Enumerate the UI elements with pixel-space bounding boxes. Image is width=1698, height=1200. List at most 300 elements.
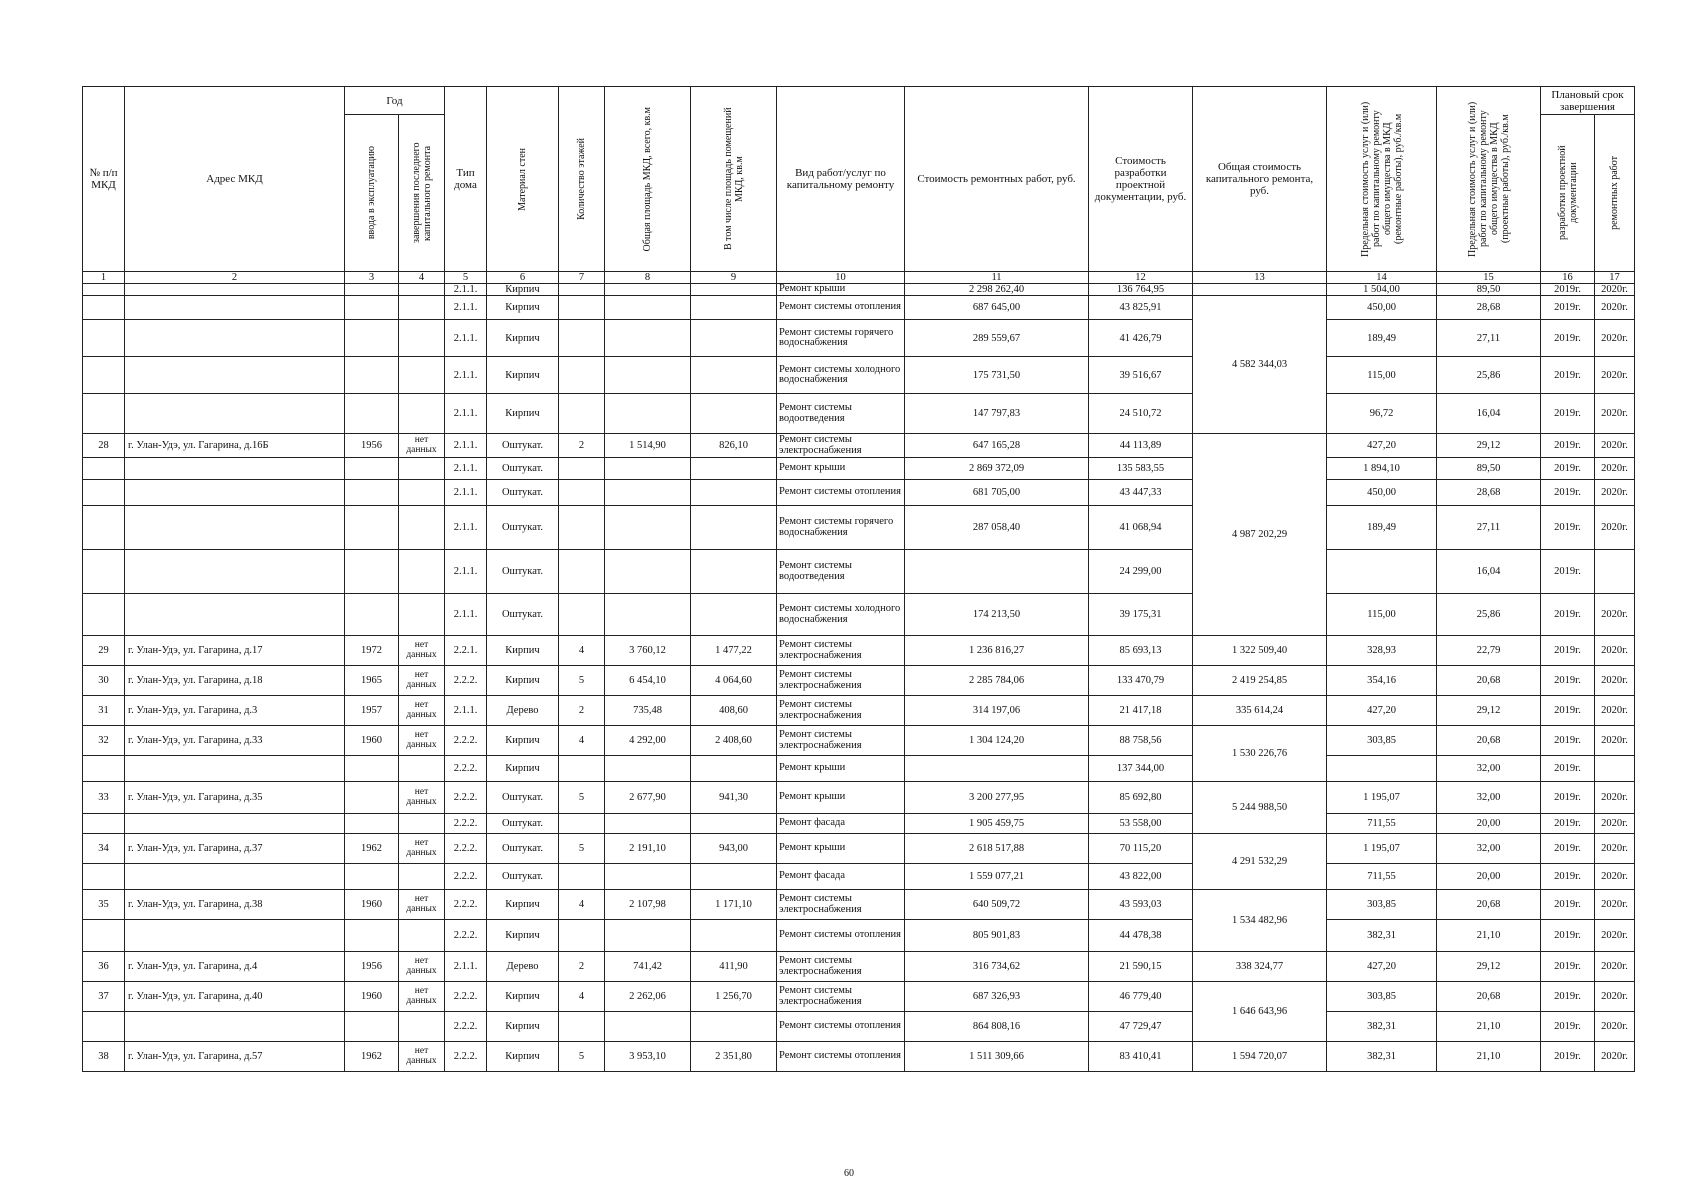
wall-material: Оштукат. — [487, 864, 559, 890]
last-repair-year — [399, 284, 445, 296]
limit-cost-design: 28,68 — [1437, 480, 1541, 506]
term-repair: 2020г. — [1595, 726, 1635, 756]
design-cost: 43 447,33 — [1089, 480, 1193, 506]
work-type: Ремонт системы электроснабжения — [777, 726, 905, 756]
total-area — [605, 480, 691, 506]
header-premises-area: В том числе площадь помещений МКД, кв.м — [691, 87, 777, 272]
floor-count — [559, 284, 605, 296]
house-address: г. Улан-Удэ, ул. Гагарина, д.33 — [125, 726, 345, 756]
premises-area — [691, 550, 777, 594]
term-repair: 2020г. — [1595, 320, 1635, 357]
house-type: 2.2.2. — [445, 1012, 487, 1042]
total-cost — [1193, 284, 1327, 296]
term-repair: 2020г. — [1595, 696, 1635, 726]
premises-area: 1 171,10 — [691, 890, 777, 920]
premises-area: 2 408,60 — [691, 726, 777, 756]
term-repair: 2020г. — [1595, 834, 1635, 864]
design-cost: 46 779,40 — [1089, 982, 1193, 1012]
house-number — [83, 506, 125, 550]
register-sheet — [82, 86, 1634, 1072]
limit-cost-design: 20,68 — [1437, 982, 1541, 1012]
premises-area: 941,30 — [691, 782, 777, 814]
commission-year: 1957 — [345, 696, 399, 726]
limit-cost-design: 25,86 — [1437, 594, 1541, 636]
house-number — [83, 814, 125, 834]
table-row — [83, 782, 1635, 814]
repair-cost — [905, 756, 1089, 782]
house-number — [83, 394, 125, 434]
house-number — [83, 480, 125, 506]
repair-cost: 1 304 124,20 — [905, 726, 1089, 756]
design-cost: 39 516,67 — [1089, 357, 1193, 394]
wall-material: Оштукат. — [487, 834, 559, 864]
table-row — [83, 814, 1635, 834]
term-design: 2019г. — [1541, 834, 1595, 864]
house-address — [125, 814, 345, 834]
term-repair: 2020г. — [1595, 394, 1635, 434]
limit-cost-repair: 303,85 — [1327, 982, 1437, 1012]
last-repair-year — [399, 814, 445, 834]
design-cost: 137 344,00 — [1089, 756, 1193, 782]
limit-cost-repair: 450,00 — [1327, 480, 1437, 506]
total-cost: 2 419 254,85 — [1193, 666, 1327, 696]
repair-register-table — [82, 86, 1635, 1072]
term-design: 2019г. — [1541, 864, 1595, 890]
work-type: Ремонт системы холодного водоснабжения — [777, 357, 905, 394]
premises-area — [691, 284, 777, 296]
table-row — [83, 320, 1635, 357]
total-cost: 4 291 532,29 — [1193, 834, 1327, 890]
column-number: 15 — [1437, 272, 1541, 284]
total-area: 2 107,98 — [605, 890, 691, 920]
last-repair-year: нет данных — [399, 952, 445, 982]
total-area — [605, 506, 691, 550]
term-repair: 2020г. — [1595, 952, 1635, 982]
column-number: 5 — [445, 272, 487, 284]
design-cost: 136 764,95 — [1089, 284, 1193, 296]
total-area: 4 292,00 — [605, 726, 691, 756]
house-address — [125, 550, 345, 594]
commission-year — [345, 394, 399, 434]
header-term-repair: ремонтных работ — [1595, 115, 1635, 272]
design-cost: 24 299,00 — [1089, 550, 1193, 594]
limit-cost-design: 20,68 — [1437, 666, 1541, 696]
repair-cost: 2 298 262,40 — [905, 284, 1089, 296]
design-cost: 41 426,79 — [1089, 320, 1193, 357]
total-area: 3 953,10 — [605, 1042, 691, 1072]
wall-material: Дерево — [487, 952, 559, 982]
work-type: Ремонт крыши — [777, 756, 905, 782]
house-type: 2.2.2. — [445, 726, 487, 756]
wall-material: Кирпич — [487, 1012, 559, 1042]
wall-material: Кирпич — [487, 284, 559, 296]
house-type: 2.2.1. — [445, 636, 487, 666]
commission-year — [345, 920, 399, 952]
term-design: 2019г. — [1541, 434, 1595, 458]
house-number: 35 — [83, 890, 125, 920]
table-row — [83, 890, 1635, 920]
limit-cost-repair: 96,72 — [1327, 394, 1437, 434]
premises-area — [691, 864, 777, 890]
total-area: 2 191,10 — [605, 834, 691, 864]
total-area: 2 262,06 — [605, 982, 691, 1012]
limit-cost-repair: 1 195,07 — [1327, 782, 1437, 814]
wall-material: Оштукат. — [487, 550, 559, 594]
wall-material: Оштукат. — [487, 458, 559, 480]
total-cost: 1 534 482,96 — [1193, 890, 1327, 952]
design-cost: 133 470,79 — [1089, 666, 1193, 696]
limit-cost-design: 32,00 — [1437, 834, 1541, 864]
repair-cost: 1 905 459,75 — [905, 814, 1089, 834]
limit-cost-repair: 189,49 — [1327, 506, 1437, 550]
column-number: 13 — [1193, 272, 1327, 284]
house-address: г. Улан-Удэ, ул. Гагарина, д.3 — [125, 696, 345, 726]
limit-cost-design: 20,68 — [1437, 890, 1541, 920]
limit-cost-repair: 382,31 — [1327, 1012, 1437, 1042]
limit-cost-design: 32,00 — [1437, 756, 1541, 782]
wall-material: Кирпич — [487, 890, 559, 920]
last-repair-year: нет данных — [399, 1042, 445, 1072]
last-repair-year — [399, 506, 445, 550]
wall-material: Кирпич — [487, 357, 559, 394]
column-number: 16 — [1541, 272, 1595, 284]
limit-cost-design: 22,79 — [1437, 636, 1541, 666]
floor-count: 5 — [559, 782, 605, 814]
term-repair: 2020г. — [1595, 814, 1635, 834]
repair-cost: 681 705,00 — [905, 480, 1089, 506]
limit-cost-repair: 450,00 — [1327, 296, 1437, 320]
commission-year — [345, 458, 399, 480]
design-cost: 21 417,18 — [1089, 696, 1193, 726]
term-design: 2019г. — [1541, 458, 1595, 480]
design-cost: 83 410,41 — [1089, 1042, 1193, 1072]
total-area — [605, 920, 691, 952]
house-address: г. Улан-Удэ, ул. Гагарина, д.40 — [125, 982, 345, 1012]
work-type: Ремонт системы отопления — [777, 1042, 905, 1072]
term-design: 2019г. — [1541, 1012, 1595, 1042]
commission-year: 1972 — [345, 636, 399, 666]
limit-cost-repair: 711,55 — [1327, 864, 1437, 890]
design-cost: 44 478,38 — [1089, 920, 1193, 952]
commission-year: 1965 — [345, 666, 399, 696]
house-type: 2.2.2. — [445, 666, 487, 696]
repair-cost: 647 165,28 — [905, 434, 1089, 458]
repair-cost — [905, 550, 1089, 594]
floor-count — [559, 756, 605, 782]
limit-cost-repair: 427,20 — [1327, 434, 1437, 458]
limit-cost-repair — [1327, 550, 1437, 594]
header-year-last-repair: завершения последнего капитального ремонта — [399, 115, 445, 272]
column-number: 10 — [777, 272, 905, 284]
limit-cost-design: 32,00 — [1437, 782, 1541, 814]
limit-cost-repair: 1 195,07 — [1327, 834, 1437, 864]
last-repair-year — [399, 458, 445, 480]
house-number — [83, 550, 125, 594]
table-row — [83, 756, 1635, 782]
house-type: 2.1.1. — [445, 550, 487, 594]
term-repair: 2020г. — [1595, 1012, 1635, 1042]
house-number — [83, 756, 125, 782]
table-row — [83, 357, 1635, 394]
wall-material: Кирпич — [487, 394, 559, 434]
column-number: 2 — [125, 272, 345, 284]
design-cost: 43 825,91 — [1089, 296, 1193, 320]
premises-area: 1 477,22 — [691, 636, 777, 666]
wall-material: Оштукат. — [487, 434, 559, 458]
last-repair-year — [399, 296, 445, 320]
floor-count — [559, 550, 605, 594]
commission-year — [345, 480, 399, 506]
work-type: Ремонт системы электроснабжения — [777, 434, 905, 458]
wall-material: Кирпич — [487, 1042, 559, 1072]
wall-material: Кирпич — [487, 982, 559, 1012]
limit-cost-design: 20,68 — [1437, 726, 1541, 756]
house-type: 2.1.1. — [445, 506, 487, 550]
premises-area: 943,00 — [691, 834, 777, 864]
house-address — [125, 1012, 345, 1042]
header-work-type: Вид работ/услуг по капитальному ремонту — [777, 87, 905, 272]
term-repair: 2020г. — [1595, 506, 1635, 550]
house-type: 2.1.1. — [445, 480, 487, 506]
term-design: 2019г. — [1541, 726, 1595, 756]
house-address — [125, 320, 345, 357]
house-number: 38 — [83, 1042, 125, 1072]
limit-cost-repair: 382,31 — [1327, 1042, 1437, 1072]
header-house-type: Тип дома — [445, 87, 487, 272]
limit-cost-design: 29,12 — [1437, 952, 1541, 982]
work-type: Ремонт системы водоотведения — [777, 550, 905, 594]
term-repair: 2020г. — [1595, 296, 1635, 320]
floor-count — [559, 594, 605, 636]
design-cost: 24 510,72 — [1089, 394, 1193, 434]
column-number: 14 — [1327, 272, 1437, 284]
work-type: Ремонт системы водоотведения — [777, 394, 905, 434]
repair-cost: 687 326,93 — [905, 982, 1089, 1012]
limit-cost-design: 16,04 — [1437, 394, 1541, 434]
header-no: № п/п МКД — [83, 87, 125, 272]
commission-year — [345, 296, 399, 320]
header-floors: Количество этажей — [559, 87, 605, 272]
floor-count — [559, 1012, 605, 1042]
limit-cost-repair: 303,85 — [1327, 890, 1437, 920]
commission-year: 1960 — [345, 726, 399, 756]
term-repair: 2020г. — [1595, 458, 1635, 480]
commission-year: 1960 — [345, 982, 399, 1012]
last-repair-year — [399, 480, 445, 506]
total-area — [605, 594, 691, 636]
total-area — [605, 357, 691, 394]
table-row — [83, 982, 1635, 1012]
total-area — [605, 756, 691, 782]
table-row — [83, 666, 1635, 696]
term-repair: 2020г. — [1595, 284, 1635, 296]
header-repair-cost: Стоимость ремонтных работ, руб. — [905, 87, 1089, 272]
total-area — [605, 550, 691, 594]
premises-area: 826,10 — [691, 434, 777, 458]
house-number: 34 — [83, 834, 125, 864]
total-cost: 1 594 720,07 — [1193, 1042, 1327, 1072]
column-number: 4 — [399, 272, 445, 284]
house-number: 33 — [83, 782, 125, 814]
repair-cost: 147 797,83 — [905, 394, 1089, 434]
term-repair: 2020г. — [1595, 982, 1635, 1012]
work-type: Ремонт фасада — [777, 814, 905, 834]
header-limit-cost-repair: Предельная стоимость услуг и (или) работ по капитальному ремонту общего имущества в МКД (ремонтные работы), руб./кв.м — [1327, 87, 1437, 272]
house-number: 31 — [83, 696, 125, 726]
limit-cost-repair: 427,20 — [1327, 952, 1437, 982]
term-design: 2019г. — [1541, 506, 1595, 550]
wall-material: Кирпич — [487, 920, 559, 952]
table-row — [83, 864, 1635, 890]
commission-year: 1956 — [345, 434, 399, 458]
term-repair: 2020г. — [1595, 480, 1635, 506]
work-type: Ремонт системы холодного водоснабжения — [777, 594, 905, 636]
last-repair-year — [399, 864, 445, 890]
limit-cost-repair: 427,20 — [1327, 696, 1437, 726]
column-number: 7 — [559, 272, 605, 284]
premises-area: 2 351,80 — [691, 1042, 777, 1072]
repair-cost: 2 285 784,06 — [905, 666, 1089, 696]
repair-cost: 1 559 077,21 — [905, 864, 1089, 890]
wall-material: Оштукат. — [487, 480, 559, 506]
limit-cost-repair: 354,16 — [1327, 666, 1437, 696]
table-row — [83, 296, 1635, 320]
commission-year — [345, 284, 399, 296]
house-address — [125, 594, 345, 636]
house-type: 2.2.2. — [445, 920, 487, 952]
total-area: 741,42 — [605, 952, 691, 982]
table-row — [83, 394, 1635, 434]
floor-count — [559, 864, 605, 890]
house-type: 2.1.1. — [445, 394, 487, 434]
repair-cost: 289 559,67 — [905, 320, 1089, 357]
house-type: 2.2.2. — [445, 982, 487, 1012]
design-cost: 88 758,56 — [1089, 726, 1193, 756]
house-address: г. Улан-Удэ, ул. Гагарина, д.37 — [125, 834, 345, 864]
limit-cost-design: 21,10 — [1437, 1042, 1541, 1072]
total-area: 735,48 — [605, 696, 691, 726]
house-address — [125, 506, 345, 550]
work-type: Ремонт системы отопления — [777, 1012, 905, 1042]
term-repair: 2020г. — [1595, 434, 1635, 458]
limit-cost-design: 29,12 — [1437, 696, 1541, 726]
work-type: Ремонт системы электроснабжения — [777, 982, 905, 1012]
term-repair — [1595, 756, 1635, 782]
design-cost: 70 115,20 — [1089, 834, 1193, 864]
work-type: Ремонт системы электроснабжения — [777, 636, 905, 666]
repair-cost: 175 731,50 — [905, 357, 1089, 394]
column-number: 1 — [83, 272, 125, 284]
wall-material: Кирпич — [487, 726, 559, 756]
house-number — [83, 357, 125, 394]
term-design: 2019г. — [1541, 357, 1595, 394]
design-cost: 53 558,00 — [1089, 814, 1193, 834]
house-number — [83, 284, 125, 296]
column-number: 17 — [1595, 272, 1635, 284]
column-number-row — [83, 272, 1635, 284]
last-repair-year: нет данных — [399, 636, 445, 666]
table-row — [83, 1012, 1635, 1042]
header-total-cost: Общая стоимость капитального ремонта, руб. — [1193, 87, 1327, 272]
design-cost: 21 590,15 — [1089, 952, 1193, 982]
limit-cost-repair — [1327, 756, 1437, 782]
total-cost: 4 987 202,29 — [1193, 434, 1327, 636]
work-type: Ремонт крыши — [777, 782, 905, 814]
premises-area — [691, 320, 777, 357]
design-cost: 85 692,80 — [1089, 782, 1193, 814]
total-area — [605, 814, 691, 834]
house-type: 2.1.1. — [445, 594, 487, 636]
total-area: 3 760,12 — [605, 636, 691, 666]
design-cost: 39 175,31 — [1089, 594, 1193, 636]
house-type: 2.2.2. — [445, 814, 487, 834]
design-cost: 47 729,47 — [1089, 1012, 1193, 1042]
total-cost: 1 646 643,96 — [1193, 982, 1327, 1042]
house-address — [125, 458, 345, 480]
floor-count: 5 — [559, 1042, 605, 1072]
commission-year — [345, 814, 399, 834]
limit-cost-design: 21,10 — [1437, 1012, 1541, 1042]
table-row — [83, 434, 1635, 458]
term-repair: 2020г. — [1595, 636, 1635, 666]
commission-year — [345, 506, 399, 550]
wall-material: Оштукат. — [487, 782, 559, 814]
house-number: 36 — [83, 952, 125, 982]
repair-cost: 174 213,50 — [905, 594, 1089, 636]
house-type: 2.1.1. — [445, 284, 487, 296]
wall-material: Кирпич — [487, 756, 559, 782]
table-row — [83, 550, 1635, 594]
premises-area — [691, 920, 777, 952]
house-number — [83, 594, 125, 636]
house-address — [125, 480, 345, 506]
last-repair-year: нет данных — [399, 982, 445, 1012]
house-number: 37 — [83, 982, 125, 1012]
floor-count: 4 — [559, 726, 605, 756]
house-number — [83, 296, 125, 320]
last-repair-year: нет данных — [399, 666, 445, 696]
total-area — [605, 296, 691, 320]
house-type: 2.2.2. — [445, 890, 487, 920]
repair-cost: 864 808,16 — [905, 1012, 1089, 1042]
repair-cost: 640 509,72 — [905, 890, 1089, 920]
design-cost: 41 068,94 — [1089, 506, 1193, 550]
last-repair-year — [399, 1012, 445, 1042]
header-term-design: разработки проектной документации — [1541, 115, 1595, 272]
term-design: 2019г. — [1541, 550, 1595, 594]
column-number: 8 — [605, 272, 691, 284]
header-planned-term: Плановый срок завершения — [1541, 87, 1635, 115]
total-cost: 5 244 988,50 — [1193, 782, 1327, 834]
repair-cost: 687 645,00 — [905, 296, 1089, 320]
commission-year: 1962 — [345, 834, 399, 864]
last-repair-year — [399, 394, 445, 434]
total-area — [605, 864, 691, 890]
total-cost: 4 582 344,03 — [1193, 296, 1327, 434]
repair-cost: 316 734,62 — [905, 952, 1089, 982]
work-type: Ремонт системы электроснабжения — [777, 890, 905, 920]
table-row — [83, 284, 1635, 296]
premises-area — [691, 296, 777, 320]
repair-cost: 1 511 309,66 — [905, 1042, 1089, 1072]
term-design: 2019г. — [1541, 890, 1595, 920]
last-repair-year: нет данных — [399, 434, 445, 458]
table-row — [83, 952, 1635, 982]
house-type: 2.1.1. — [445, 357, 487, 394]
wall-material: Кирпич — [487, 666, 559, 696]
house-address: г. Улан-Удэ, ул. Гагарина, д.4 — [125, 952, 345, 982]
table-header — [83, 87, 1635, 284]
